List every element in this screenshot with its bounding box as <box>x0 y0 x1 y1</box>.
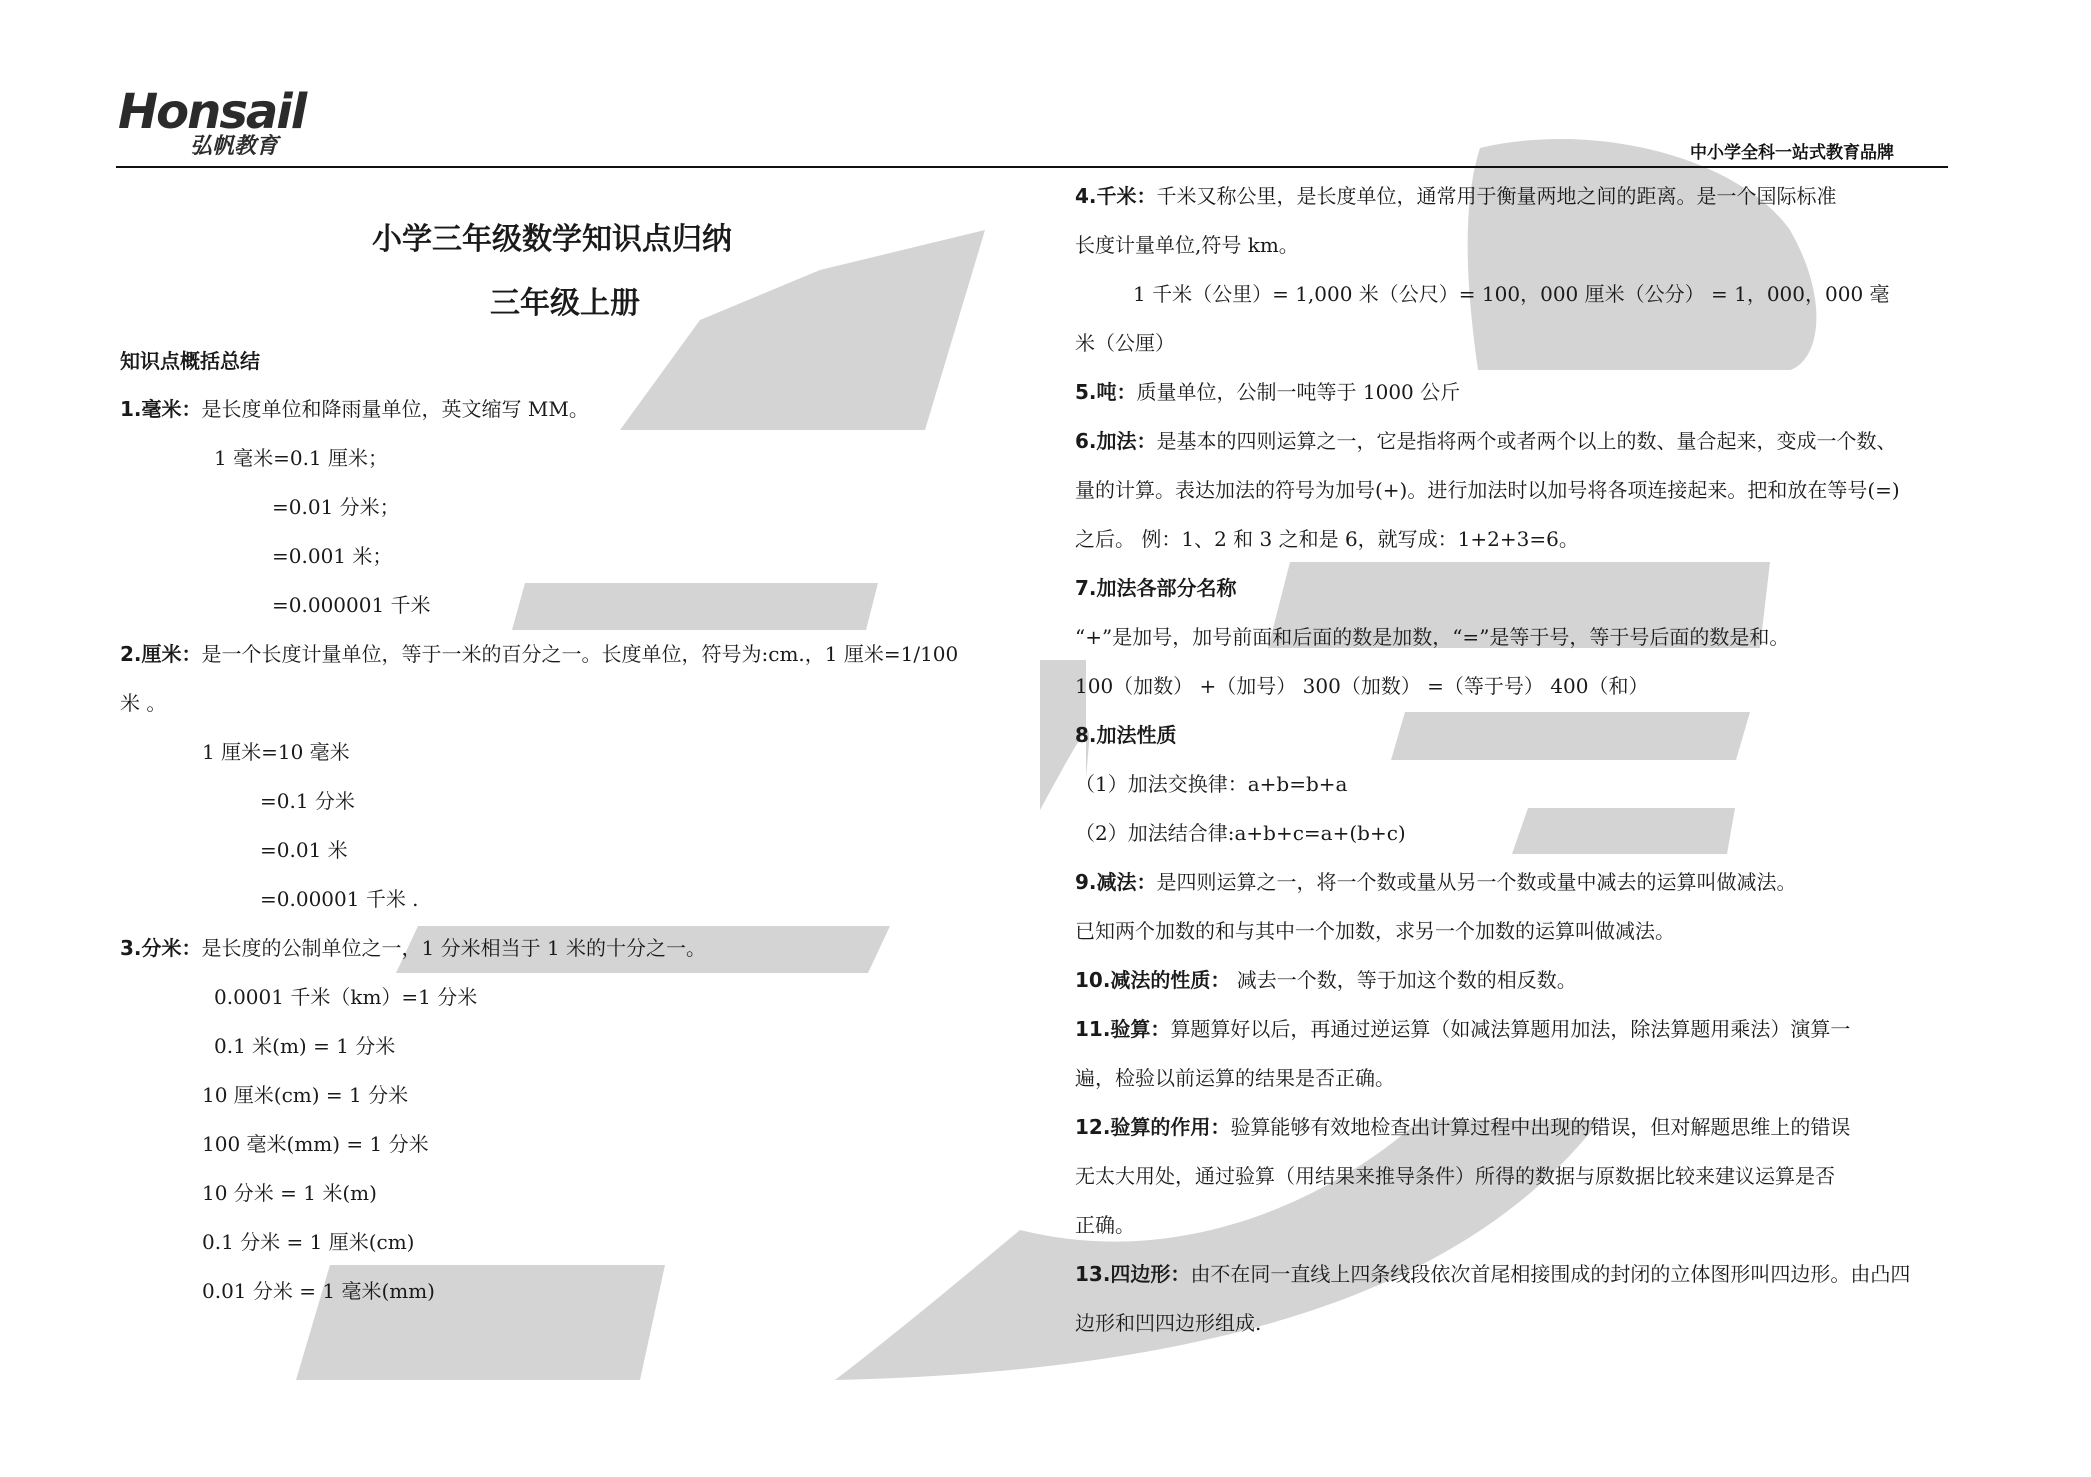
page-title: 小学三年级数学知识点归纳 <box>372 222 732 257</box>
logo-wordmark: Honsail <box>118 84 306 140</box>
item-text-continued: 遍，检验以前运算的结果是否正确。 <box>1075 1066 1395 1090</box>
conversion-line: 100 毫米(mm) = 1 分米 <box>202 1132 429 1156</box>
item-10-subtraction-property <box>1075 964 1577 993</box>
conversion-line: =0.01 分米； <box>272 495 400 519</box>
conversion-line: =0.00001 千米 . <box>260 887 419 911</box>
item-label: 6.加法： <box>1075 429 1157 453</box>
watermark-circle <box>1468 139 1817 370</box>
item-6-addition <box>1075 425 1897 454</box>
item-text: 千米又称公里，是长度单位，通常用于衡量两地之间的距离。是一个国际标准 <box>1156 184 1837 208</box>
item-label: 10.减法的性质： <box>1075 968 1231 992</box>
conversion-line: 米（公厘） <box>1075 331 1175 355</box>
item-text: 是长度的公制单位之一，1 分米相当于 1 米的十分之一。 <box>201 936 707 960</box>
item-text: 是四则运算之一，将一个数或量从另一个数或量中减去的运算叫做减法。 <box>1156 870 1797 894</box>
item-9-subtraction <box>1075 866 1797 895</box>
conversion-line: =0.001 米； <box>272 544 393 568</box>
header-divider <box>116 166 1948 168</box>
item-8-addition-properties: 8.加法性质 <box>1075 723 1177 747</box>
conversion-line: 10 厘米(cm) = 1 分米 <box>202 1083 409 1107</box>
item-text: （2）加法结合律:a+b+c=a+(b+c) <box>1075 821 1406 845</box>
item-text-continued: 量的计算。表达加法的符号为加号(+)。进行加法时以加号将各项连接起来。把和放在等号(=) <box>1075 478 1900 502</box>
item-text: 验算能够有效地检查出计算过程中出现的错误，但对解题思维上的错误 <box>1230 1115 1851 1139</box>
item-text-continued: 已知两个加数的和与其中一个加数，求另一个加数的运算叫做减法。 <box>1075 919 1675 943</box>
item-text: 减去一个数，等于加这个数的相反数。 <box>1230 968 1577 992</box>
item-text-continued: 边形和凹四边形组成. <box>1075 1311 1262 1335</box>
item-11-checking <box>1075 1013 1850 1042</box>
item-label: 13.四边形： <box>1075 1262 1191 1286</box>
item-text: “+”是加号，加号前面和后面的数是加数，“=”是等于号，等于号后面的数是和。 <box>1075 625 1790 649</box>
conversion-line: =0.01 米 <box>260 838 348 862</box>
page-subtitle: 三年级上册 <box>490 286 640 321</box>
logo-chinese-name: 弘帆教育 <box>190 134 279 159</box>
item-text: 100（加数） +（加号） 300（加数） =（等于号） 400（和） <box>1075 674 1649 698</box>
conversion-line: =0.1 分米 <box>260 789 355 813</box>
watermark-stripe <box>620 230 985 430</box>
item-text: 质量单位，公制一吨等于 1000 公斤 <box>1136 380 1461 404</box>
item-label: 9.减法： <box>1075 870 1157 894</box>
watermark-stripe <box>512 583 878 630</box>
watermark-stripe <box>1512 808 1735 854</box>
item-1-millimeter <box>120 393 589 422</box>
item-text: （1）加法交换律：a+b=b+a <box>1075 772 1348 796</box>
conversion-line: 0.1 米(m) = 1 分米 <box>214 1034 396 1058</box>
header-slogan: 中小学全科一站式教育品牌 <box>1690 143 1894 163</box>
item-12-checking-purpose <box>1075 1111 1850 1140</box>
item-text-continued: 无太大用处，通过验算（用结果来推导条件）所得的数据与原数据比较来建议运算是否 <box>1075 1164 1835 1188</box>
item-4-kilometer <box>1075 180 1837 209</box>
item-text-continued: 米 。 <box>120 691 167 715</box>
watermark-swoosh <box>835 1120 1600 1380</box>
conversion-line: 1 毫米=0.1 厘米； <box>214 446 389 470</box>
watermark-stripe <box>1391 712 1750 760</box>
item-label: 3.分米： <box>120 936 202 960</box>
item-label: 1.毫米： <box>120 397 202 421</box>
item-label: 4.千米： <box>1075 184 1157 208</box>
item-text: 是一个长度计量单位，等于一米的百分之一。长度单位，符号为:cm.，1 厘米=1/100 <box>201 642 959 666</box>
section-heading: 知识点概括总结 <box>120 349 260 373</box>
item-label: 5.吨： <box>1075 380 1137 404</box>
logo <box>118 86 318 164</box>
item-label: 12.验算的作用： <box>1075 1115 1231 1139</box>
item-13-quadrilateral <box>1075 1258 1910 1287</box>
item-text: 是长度单位和降雨量单位，英文缩写 MM。 <box>201 397 589 421</box>
item-text-continued: 长度计量单位,符号 km。 <box>1075 233 1299 257</box>
item-text-continued: 正确。 <box>1075 1213 1135 1237</box>
conversion-line: 1 厘米=10 毫米 <box>202 740 350 764</box>
conversion-line: 1 千米（公里）= 1,000 米（公尺）= 100，000 厘米（公分） = 1，000，000 毫 <box>1133 282 1890 306</box>
conversion-line: 0.1 分米 = 1 厘米(cm) <box>202 1230 415 1254</box>
item-text: 是基本的四则运算之一，它是指将两个或者两个以上的数、量合起来，变成一个数、 <box>1156 429 1897 453</box>
item-label: 11.验算： <box>1075 1017 1171 1041</box>
conversion-line: 0.01 分米 = 1 毫米(mm) <box>202 1279 435 1303</box>
item-5-ton <box>1075 376 1460 405</box>
conversion-line: 0.0001 千米（km）=1 分米 <box>214 985 478 1009</box>
item-3-decimeter <box>120 932 706 961</box>
item-label: 2.厘米： <box>120 642 202 666</box>
item-7-addition-parts: 7.加法各部分名称 <box>1075 576 1237 600</box>
item-text-continued: 之后。 例：1、2 和 3 之和是 6，就写成：1+2+3=6。 <box>1075 527 1579 551</box>
item-text: 算题算好以后，再通过逆运算（如减法算题用加法，除法算题用乘法）演算一 <box>1170 1017 1851 1041</box>
item-2-centimeter <box>120 638 958 667</box>
conversion-line: =0.000001 千米 <box>272 593 431 617</box>
item-text: 由不在同一直线上四条线段依次首尾相接围成的封闭的立体图形叫四边形。由凸四 <box>1190 1262 1911 1286</box>
conversion-line: 10 分米 = 1 米(m) <box>202 1181 377 1205</box>
